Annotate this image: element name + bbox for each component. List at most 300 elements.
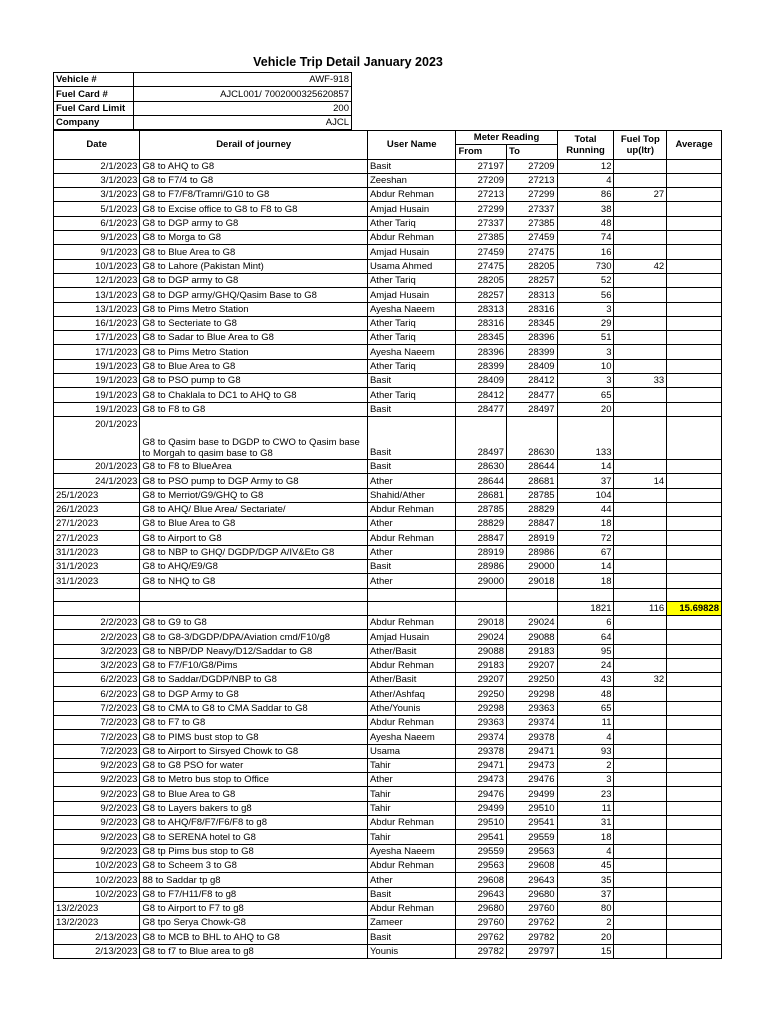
trip-average bbox=[667, 273, 722, 287]
table-row bbox=[54, 574, 722, 588]
trip-journey: G8 to PSO pump to DGP Army to G8 bbox=[140, 474, 368, 488]
trip-fuel-top-up: 32 bbox=[614, 673, 667, 687]
trip-total-running: 44 bbox=[557, 502, 614, 516]
trip-journey bbox=[140, 601, 368, 615]
trip-total-running: 37 bbox=[557, 887, 614, 901]
trip-meter-from: 28316 bbox=[456, 316, 507, 330]
trip-meter-to: 29797 bbox=[507, 944, 558, 958]
trip-journey: G8 to f7 to Blue area to g8 bbox=[140, 944, 368, 958]
table-row bbox=[54, 844, 722, 858]
table-row bbox=[54, 531, 722, 545]
table-row bbox=[54, 615, 722, 629]
trip-date: 9/2/2023 bbox=[54, 801, 140, 815]
trip-meter-from: 28345 bbox=[456, 331, 507, 345]
trip-total-running: 31 bbox=[557, 816, 614, 830]
trip-meter-to: 28316 bbox=[507, 302, 558, 316]
trip-date: 7/2/2023 bbox=[54, 730, 140, 744]
trip-meter-from: 29499 bbox=[456, 801, 507, 815]
table-row bbox=[54, 388, 722, 402]
trip-fuel-top-up bbox=[614, 858, 667, 872]
info-value: 200 bbox=[134, 101, 352, 115]
trip-user: Ather bbox=[367, 574, 456, 588]
table-row bbox=[54, 459, 722, 473]
trip-total-running: 67 bbox=[557, 545, 614, 559]
trip-meter-to: 29298 bbox=[507, 687, 558, 701]
trip-fuel-top-up bbox=[614, 273, 667, 287]
header-to: To bbox=[507, 145, 558, 159]
trip-user: Amjad Husain bbox=[367, 630, 456, 644]
trip-total-running: 730 bbox=[557, 259, 614, 273]
trip-date: 2/2/2023 bbox=[54, 615, 140, 629]
table-row bbox=[54, 517, 722, 531]
trip-meter-to: 28412 bbox=[507, 374, 558, 388]
trip-total-running: 6 bbox=[557, 615, 614, 629]
table-row bbox=[54, 259, 722, 273]
trip-user: Ather/Ashfaq bbox=[367, 687, 456, 701]
table-row bbox=[54, 887, 722, 901]
trip-meter-to: 29363 bbox=[507, 701, 558, 715]
trip-meter-from: 27213 bbox=[456, 188, 507, 202]
trip-meter-from: 29207 bbox=[456, 673, 507, 687]
trip-date: 2/1/2023 bbox=[54, 159, 140, 173]
trip-journey: G8 to Merriot/G9/GHQ to G8 bbox=[140, 488, 368, 502]
trip-total-running: 65 bbox=[557, 388, 614, 402]
trip-total-running: 80 bbox=[557, 901, 614, 915]
trip-meter-to: 28396 bbox=[507, 331, 558, 345]
trip-journey: G8 to Sadar to Blue Area to G8 bbox=[140, 331, 368, 345]
trip-date: 19/1/2023 bbox=[54, 374, 140, 388]
info-row bbox=[54, 87, 352, 101]
table-row bbox=[54, 644, 722, 658]
trip-total-running: 10 bbox=[557, 359, 614, 373]
trip-user: Shahid/Ather bbox=[367, 488, 456, 502]
trip-meter-to: 29183 bbox=[507, 644, 558, 658]
trip-meter-from: 29563 bbox=[456, 858, 507, 872]
trip-date: 19/1/2023 bbox=[54, 402, 140, 416]
trip-user: Abdur Rehman bbox=[367, 188, 456, 202]
trip-journey: G8 to F7/F10/G8/Pims bbox=[140, 658, 368, 672]
table-row bbox=[54, 202, 722, 216]
table-row bbox=[54, 930, 722, 944]
trip-total-running: 64 bbox=[557, 630, 614, 644]
table-row bbox=[54, 773, 722, 787]
trip-date: 3/2/2023 bbox=[54, 658, 140, 672]
table-row bbox=[54, 216, 722, 230]
trip-journey: G8 to Airport to Sirsyed Chowk to G8 bbox=[140, 744, 368, 758]
table-row bbox=[54, 245, 722, 259]
trip-meter-to: 27475 bbox=[507, 245, 558, 259]
trip-fuel-top-up bbox=[614, 887, 667, 901]
trip-user: Basit bbox=[367, 560, 456, 574]
trip-average bbox=[667, 259, 722, 273]
table-row bbox=[54, 288, 722, 302]
header-total-running: Total Running bbox=[557, 131, 614, 160]
trip-fuel-top-up bbox=[614, 302, 667, 316]
trip-journey: G8 to Blue Area to G8 bbox=[140, 359, 368, 373]
trip-date: 31/1/2023 bbox=[54, 560, 140, 574]
trip-user: Usama Ahmed bbox=[367, 259, 456, 273]
trip-user: Zeeshan bbox=[367, 173, 456, 187]
trip-user: Ayesha Naeem bbox=[367, 844, 456, 858]
trip-meter-to: 28919 bbox=[507, 531, 558, 545]
trip-date: 12/1/2023 bbox=[54, 273, 140, 287]
table-row bbox=[54, 830, 722, 844]
trip-meter-to: 27299 bbox=[507, 188, 558, 202]
table-row bbox=[54, 502, 722, 516]
trip-date bbox=[54, 588, 140, 601]
trip-fuel-top-up bbox=[614, 630, 667, 644]
trip-total-running: 45 bbox=[557, 858, 614, 872]
table-row bbox=[54, 345, 722, 359]
trip-total-running: 14 bbox=[557, 560, 614, 574]
trip-date: 9/2/2023 bbox=[54, 816, 140, 830]
trip-date: 9/2/2023 bbox=[54, 773, 140, 787]
trip-date: 13/1/2023 bbox=[54, 288, 140, 302]
trip-meter-from: 27209 bbox=[456, 173, 507, 187]
table-row bbox=[54, 787, 722, 801]
trip-fuel-top-up bbox=[614, 873, 667, 887]
trip-average bbox=[667, 787, 722, 801]
trip-user: Basit bbox=[367, 416, 456, 459]
trip-user: Ather/Basit bbox=[367, 673, 456, 687]
table-row bbox=[54, 687, 722, 701]
trip-meter-from: 28919 bbox=[456, 545, 507, 559]
trip-meter-from: 28205 bbox=[456, 273, 507, 287]
trip-total-running: 11 bbox=[557, 715, 614, 729]
trip-journey: G8 to DGP army to G8 bbox=[140, 216, 368, 230]
trip-total-running: 20 bbox=[557, 402, 614, 416]
trip-average bbox=[667, 459, 722, 473]
trip-average bbox=[667, 188, 722, 202]
trip-average bbox=[667, 517, 722, 531]
trip-date: 6/1/2023 bbox=[54, 216, 140, 230]
trip-user: Basit bbox=[367, 459, 456, 473]
table-row bbox=[54, 801, 722, 815]
table-row bbox=[54, 488, 722, 502]
trip-meter-from: 27197 bbox=[456, 159, 507, 173]
trip-meter-to: 29680 bbox=[507, 887, 558, 901]
trip-user: Ather bbox=[367, 773, 456, 787]
trip-fuel-top-up bbox=[614, 787, 667, 801]
trip-journey: G8 to Layers bakers to g8 bbox=[140, 801, 368, 815]
trip-fuel-top-up bbox=[614, 816, 667, 830]
trip-journey: G8 to G8 PSO for water bbox=[140, 758, 368, 772]
page-title: Vehicle Trip Detail January 2023 bbox=[253, 55, 443, 69]
trip-total-running: 18 bbox=[557, 830, 614, 844]
trip-meter-from: 29762 bbox=[456, 930, 507, 944]
trip-average bbox=[667, 345, 722, 359]
table-row bbox=[54, 658, 722, 672]
trip-date: 16/1/2023 bbox=[54, 316, 140, 330]
trip-meter-to: 29476 bbox=[507, 773, 558, 787]
trip-total-running: 2 bbox=[557, 916, 614, 930]
trip-journey: G8 to Saddar/DGDP/NBP to G8 bbox=[140, 673, 368, 687]
table-row bbox=[54, 374, 722, 388]
trip-meter-to: 27209 bbox=[507, 159, 558, 173]
trip-fuel-top-up bbox=[614, 930, 667, 944]
trip-fuel-top-up: 116 bbox=[614, 601, 667, 615]
trip-meter-to: 28644 bbox=[507, 459, 558, 473]
trip-date: 27/1/2023 bbox=[54, 517, 140, 531]
trip-average bbox=[667, 416, 722, 459]
trip-meter-from: 28681 bbox=[456, 488, 507, 502]
table-row bbox=[54, 744, 722, 758]
trip-average bbox=[667, 560, 722, 574]
table-row bbox=[54, 545, 722, 559]
trip-fuel-top-up bbox=[614, 459, 667, 473]
trip-meter-from: 29183 bbox=[456, 658, 507, 672]
trip-average bbox=[667, 388, 722, 402]
trip-user: Ather/Basit bbox=[367, 644, 456, 658]
header-from: From bbox=[456, 145, 507, 159]
trip-meter-from: 29018 bbox=[456, 615, 507, 629]
trip-meter-to: 28477 bbox=[507, 388, 558, 402]
trip-date: 3/1/2023 bbox=[54, 173, 140, 187]
trip-total-running: 38 bbox=[557, 202, 614, 216]
trip-meter-to bbox=[507, 601, 558, 615]
trip-fuel-top-up bbox=[614, 758, 667, 772]
trip-fuel-top-up bbox=[614, 574, 667, 588]
trip-journey: G8 to Blue Area to G8 bbox=[140, 787, 368, 801]
trip-average bbox=[667, 474, 722, 488]
trip-average bbox=[667, 574, 722, 588]
trip-meter-from: 29473 bbox=[456, 773, 507, 787]
trip-total-running: 18 bbox=[557, 517, 614, 531]
trip-meter-to: 29760 bbox=[507, 901, 558, 915]
trip-meter-from: 29374 bbox=[456, 730, 507, 744]
trip-total-running: 20 bbox=[557, 930, 614, 944]
trip-average bbox=[667, 930, 722, 944]
trip-total-running: 3 bbox=[557, 302, 614, 316]
trip-date: 10/2/2023 bbox=[54, 887, 140, 901]
trip-fuel-top-up bbox=[614, 715, 667, 729]
trip-meter-from: 29782 bbox=[456, 944, 507, 958]
trip-total-running: 2 bbox=[557, 758, 614, 772]
trip-meter-from: 27299 bbox=[456, 202, 507, 216]
trip-date: 19/1/2023 bbox=[54, 388, 140, 402]
trip-average bbox=[667, 402, 722, 416]
table-row bbox=[54, 715, 722, 729]
trip-fuel-top-up bbox=[614, 588, 667, 601]
trip-user: Ather Tariq bbox=[367, 388, 456, 402]
trip-average bbox=[667, 644, 722, 658]
trip-table bbox=[53, 130, 722, 959]
trip-date: 3/2/2023 bbox=[54, 644, 140, 658]
trip-date: 27/1/2023 bbox=[54, 531, 140, 545]
trip-date: 10/1/2023 bbox=[54, 259, 140, 273]
trip-meter-to: 28681 bbox=[507, 474, 558, 488]
trip-fuel-top-up bbox=[614, 801, 667, 815]
trip-date: 9/2/2023 bbox=[54, 844, 140, 858]
trip-fuel-top-up bbox=[614, 916, 667, 930]
trip-average bbox=[667, 159, 722, 173]
trip-meter-to: 29473 bbox=[507, 758, 558, 772]
trip-meter-to: 28205 bbox=[507, 259, 558, 273]
trip-journey: G8 to Airport to F7 to g8 bbox=[140, 901, 368, 915]
trip-meter-to: 29471 bbox=[507, 744, 558, 758]
trip-average bbox=[667, 488, 722, 502]
trip-total-running: 56 bbox=[557, 288, 614, 302]
trip-meter-from: 27459 bbox=[456, 245, 507, 259]
trip-average bbox=[667, 216, 722, 230]
header-average: Average bbox=[667, 131, 722, 160]
trip-average bbox=[667, 588, 722, 601]
table-row bbox=[54, 730, 722, 744]
vehicle-info-table bbox=[53, 72, 352, 130]
trip-total-running: 4 bbox=[557, 844, 614, 858]
trip-average bbox=[667, 531, 722, 545]
trip-journey: G8 to Airport to G8 bbox=[140, 531, 368, 545]
trip-meter-from: 29363 bbox=[456, 715, 507, 729]
trip-fuel-top-up bbox=[614, 359, 667, 373]
trip-journey: G8 to Metro bus stop to Office bbox=[140, 773, 368, 787]
trip-meter-to: 28399 bbox=[507, 345, 558, 359]
trip-average bbox=[667, 173, 722, 187]
trip-meter-from: 29024 bbox=[456, 630, 507, 644]
trip-user: Ather bbox=[367, 474, 456, 488]
trip-fuel-top-up bbox=[614, 488, 667, 502]
table-row bbox=[54, 901, 722, 915]
trip-meter-from: 28409 bbox=[456, 374, 507, 388]
trip-meter-from: 29088 bbox=[456, 644, 507, 658]
trip-user: Abdur Rehman bbox=[367, 901, 456, 915]
trip-fuel-top-up bbox=[614, 216, 667, 230]
trip-journey: G8 to Secteriate to G8 bbox=[140, 316, 368, 330]
trip-meter-to: 28847 bbox=[507, 517, 558, 531]
trip-meter-to: 29250 bbox=[507, 673, 558, 687]
trip-user: Abdur Rehman bbox=[367, 715, 456, 729]
trip-journey: G8 to NBP/DP Neavy/D12/Saddar to G8 bbox=[140, 644, 368, 658]
trip-total-running: 12 bbox=[557, 159, 614, 173]
trip-date: 26/1/2023 bbox=[54, 502, 140, 516]
trip-average bbox=[667, 873, 722, 887]
header-user: User Name bbox=[367, 131, 456, 160]
trip-fuel-top-up bbox=[614, 231, 667, 245]
trip-user: Amjad Husain bbox=[367, 288, 456, 302]
trip-fuel-top-up bbox=[614, 388, 667, 402]
trip-average bbox=[667, 359, 722, 373]
trip-fuel-top-up bbox=[614, 615, 667, 629]
table-row bbox=[54, 316, 722, 330]
table-row bbox=[54, 944, 722, 958]
trip-total-running: 18 bbox=[557, 574, 614, 588]
trip-date: 5/1/2023 bbox=[54, 202, 140, 216]
trip-date: 7/2/2023 bbox=[54, 701, 140, 715]
trip-date bbox=[54, 601, 140, 615]
trip-journey: G8 to DGP army/GHQ/Qasim Base to G8 bbox=[140, 288, 368, 302]
table-row bbox=[54, 758, 722, 772]
trip-meter-from: 28477 bbox=[456, 402, 507, 416]
trip-meter-to: 29088 bbox=[507, 630, 558, 644]
trip-total-running: 48 bbox=[557, 687, 614, 701]
trip-average bbox=[667, 615, 722, 629]
trip-average bbox=[667, 687, 722, 701]
trip-user: Tahir bbox=[367, 758, 456, 772]
trip-total-running: 52 bbox=[557, 273, 614, 287]
trip-user: Ather Tariq bbox=[367, 316, 456, 330]
trip-average bbox=[667, 231, 722, 245]
trip-date: 9/1/2023 bbox=[54, 231, 140, 245]
trip-total-running bbox=[557, 588, 614, 601]
trip-fuel-top-up bbox=[614, 901, 667, 915]
trip-meter-from: 28399 bbox=[456, 359, 507, 373]
trip-journey: 88 to Saddar tp g8 bbox=[140, 873, 368, 887]
trip-meter-from: 28497 bbox=[456, 416, 507, 459]
trip-date: 19/1/2023 bbox=[54, 359, 140, 373]
trip-date: 6/2/2023 bbox=[54, 687, 140, 701]
trip-user: Ayesha Naeem bbox=[367, 730, 456, 744]
trip-total-running: 14 bbox=[557, 459, 614, 473]
trip-meter-from: 29000 bbox=[456, 574, 507, 588]
trip-average: 15.69828 bbox=[667, 601, 722, 615]
trip-meter-to: 28630 bbox=[507, 416, 558, 459]
trip-user: Amjad Husain bbox=[367, 245, 456, 259]
trip-meter-from: 28257 bbox=[456, 288, 507, 302]
trip-average bbox=[667, 730, 722, 744]
trip-user: Ayesha Naeem bbox=[367, 302, 456, 316]
info-label: Fuel Card Limit bbox=[54, 101, 134, 115]
trip-total-running: 86 bbox=[557, 188, 614, 202]
trip-total-running: 35 bbox=[557, 873, 614, 887]
trip-fuel-top-up bbox=[614, 288, 667, 302]
trip-meter-to: 28257 bbox=[507, 273, 558, 287]
trip-average bbox=[667, 673, 722, 687]
trip-average bbox=[667, 887, 722, 901]
trip-date: 25/1/2023 bbox=[54, 488, 140, 502]
trip-user bbox=[367, 601, 456, 615]
trip-meter-to: 29559 bbox=[507, 830, 558, 844]
trip-meter-from: 28986 bbox=[456, 560, 507, 574]
trip-fuel-top-up bbox=[614, 744, 667, 758]
trip-user: Basit bbox=[367, 887, 456, 901]
table-row bbox=[54, 560, 722, 574]
trip-meter-from: 29608 bbox=[456, 873, 507, 887]
trip-total-running: 16 bbox=[557, 245, 614, 259]
table-row bbox=[54, 416, 722, 459]
trip-average bbox=[667, 858, 722, 872]
trip-fuel-top-up bbox=[614, 316, 667, 330]
trip-date: 10/2/2023 bbox=[54, 873, 140, 887]
trip-user: Abdur Rehman bbox=[367, 615, 456, 629]
trip-journey: G8 to Chaklala to DC1 to AHQ to G8 bbox=[140, 388, 368, 402]
trip-average bbox=[667, 502, 722, 516]
trip-average bbox=[667, 701, 722, 715]
trip-journey: G8 to Morga to G8 bbox=[140, 231, 368, 245]
trip-total-running: 15 bbox=[557, 944, 614, 958]
trip-journey: G8 to F8 to G8 bbox=[140, 402, 368, 416]
trip-journey: G8 to AHQ/ Blue Area/ Sectariate/ bbox=[140, 502, 368, 516]
trip-date: 31/1/2023 bbox=[54, 545, 140, 559]
trip-total-running: 4 bbox=[557, 173, 614, 187]
trip-date: 17/1/2023 bbox=[54, 331, 140, 345]
trip-journey: G8 to F8 to BlueArea bbox=[140, 459, 368, 473]
info-value: AWF-918 bbox=[134, 73, 352, 87]
trip-journey: G8 to Pims Metro Station bbox=[140, 345, 368, 359]
trip-date: 9/2/2023 bbox=[54, 787, 140, 801]
trip-meter-from: 28630 bbox=[456, 459, 507, 473]
trip-average bbox=[667, 374, 722, 388]
trip-user: Basit bbox=[367, 930, 456, 944]
trip-journey: G8 to Blue Area to G8 bbox=[140, 517, 368, 531]
table-row bbox=[54, 916, 722, 930]
table-row bbox=[54, 858, 722, 872]
trip-total-running: 72 bbox=[557, 531, 614, 545]
trip-fuel-top-up bbox=[614, 944, 667, 958]
trip-date: 7/2/2023 bbox=[54, 744, 140, 758]
table-row bbox=[54, 331, 722, 345]
trip-user: Tahir bbox=[367, 830, 456, 844]
trip-date: 9/1/2023 bbox=[54, 245, 140, 259]
